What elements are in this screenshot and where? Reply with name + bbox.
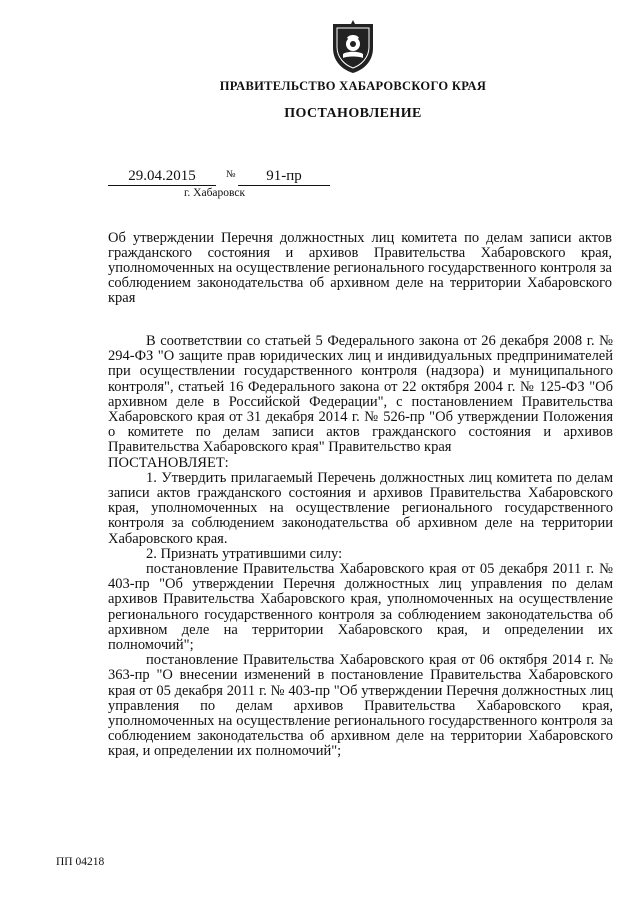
decree-number: 91-пр: [238, 167, 330, 186]
coat-of-arms-icon: [329, 18, 377, 74]
government-title: ПРАВИТЕЛЬСТВО ХАБАРОВСКОГО КРАЯ: [219, 79, 487, 93]
document-code: ПП 04218: [56, 856, 105, 868]
decree-subject: Об утверждении Перечня должностных лиц комитета по делам записи актов гражданского состояния и архивов Правительства Хабаровского края, уполномоченных на осуществление регионального государственного контроля за соблюдением законодательства об архивном деле на территории Хабаровского края: [108, 230, 612, 306]
resolves-heading: ПОСТАНОВЛЯЕТ:: [108, 454, 229, 471]
preamble: В соответствии со статьей 5 Федерального закона от 26 декабря 2008 г. № 294-ФЗ "О защите прав юридических лиц и индивидуальных предпринимателей при осуществлении государственного контроля (надзора) и муниципального контроля", статьей 16 Федерального закона от 22 октября 2004 г. № 125-ФЗ "Об архивном деле в Российской Федерации", с постановлением Правительства Хабаровского края от 31 декабря 2014 г. № 526-пр "Об утверждении Положения о комитете по делам записи актов гражданского состояния и архивов Правительства Хабаровского края" Правительство края: [108, 333, 613, 456]
number-sign: №: [226, 169, 236, 180]
item-2b: постановление Правительства Хабаровского края от 06 октября 2014 г. № 363-пр "О внесении изменений в постановление Правительства Хабаровского края от 05 декабря 2011 г. № 403-пр "Об утверждении Перечня должностных лиц управления по делам архивов Правительства Хабаровского края, уполномоченных на осуществление регионального государственного контроля за соблюдением законодательства об архивном деле на территории Хабаровского края, и определении их полномочий";: [108, 652, 613, 760]
decree-date: 29.04.2015: [108, 167, 216, 186]
city: г. Хабаровск: [184, 187, 246, 199]
decree-body: [108, 334, 613, 760]
item-2a: постановление Правительства Хабаровского края от 05 декабря 2011 г. № 403-пр "Об утверждении Перечня должностных лиц управления по делам архивов Правительства Хабаровского края, уполномоченных на осуществление регионального государственного контроля за соблюдением законодательства об архивном деле на территории Хабаровского края, и определении их полномочий";: [108, 561, 613, 654]
item-1: 1. Утвердить прилагаемый Перечень должностных лиц комитета по делам записи актов гражданского состояния и архивов Правительства Хабаровского края, уполномоченных на осуществление регионального государственного контроля за соблюдением законодательства об архивном деле на территории Хабаровского края.: [108, 469, 613, 547]
item-2: 2. Признать утратившими силу:: [146, 545, 343, 562]
document-type: ПОСТАНОВЛЕНИЕ: [284, 106, 422, 121]
